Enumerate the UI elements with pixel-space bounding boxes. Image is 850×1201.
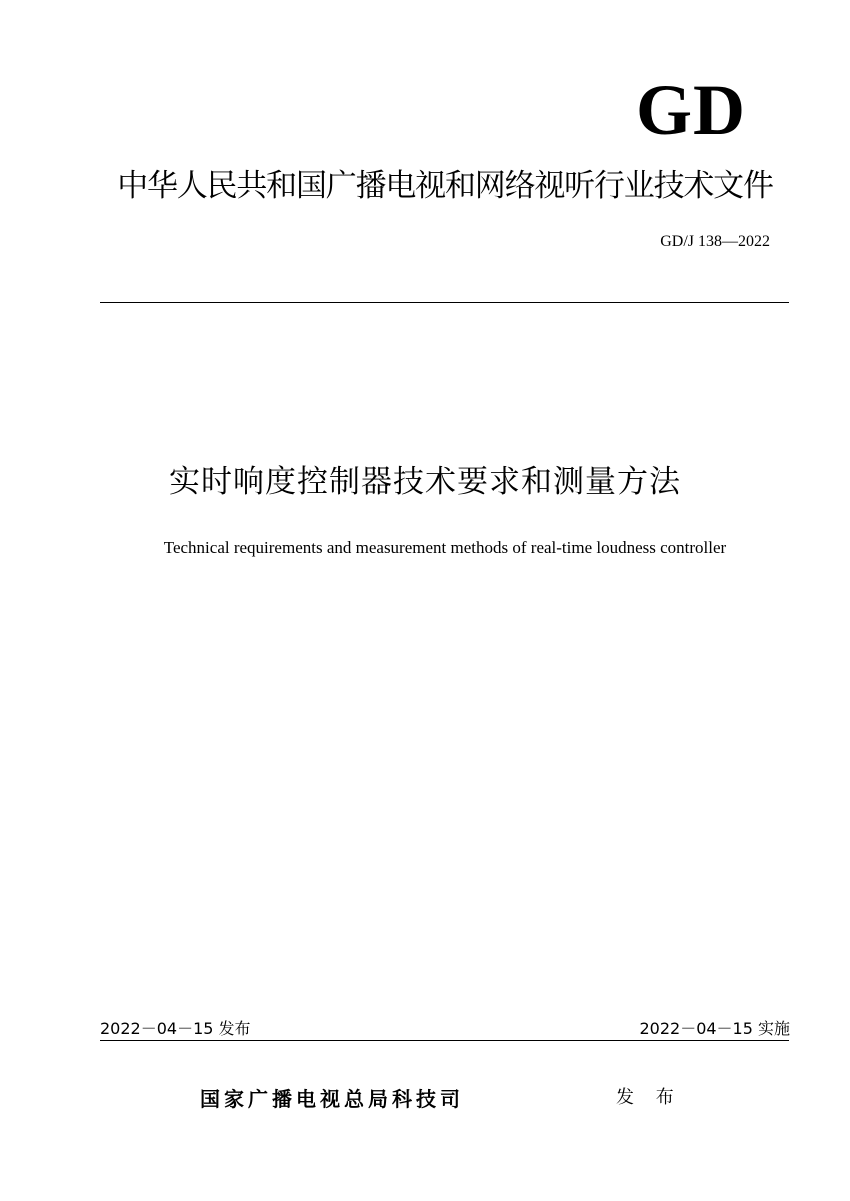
issue-date: 2022－04－15 发布 <box>100 1019 251 1038</box>
top-divider <box>100 302 789 303</box>
date-row <box>100 1019 790 1041</box>
bottom-divider <box>100 1040 789 1041</box>
publish-label: 发 布 <box>616 1087 682 1108</box>
gd-logo: GD <box>636 70 746 150</box>
publisher-name: 国家广播电视总局科技司 <box>200 1087 464 1111</box>
document-title-english: Technical requirements and measurement methods of real-time loudness controller <box>163 538 727 557</box>
standard-code: GD/J 138—2022 <box>660 233 770 250</box>
implement-date: 2022－04－15 实施 <box>639 1019 790 1038</box>
issuer-title: 中华人民共和国广播电视和网络视听行业技术文件 <box>117 168 773 204</box>
document-title-chinese: 实时响度控制器技术要求和测量方法 <box>169 464 681 500</box>
